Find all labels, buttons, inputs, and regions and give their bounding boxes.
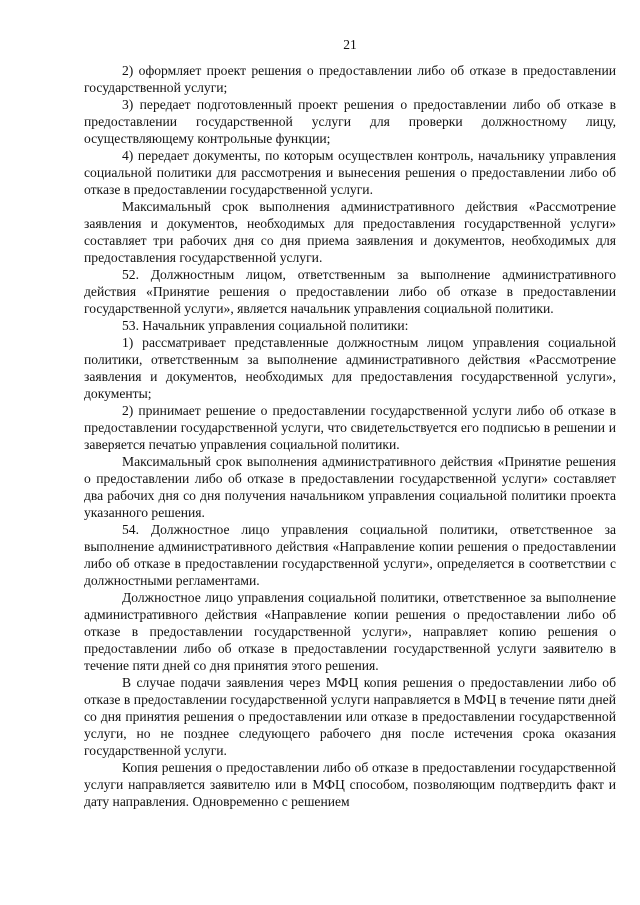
- paragraph: 53. Начальник управления социальной политики:: [122, 318, 409, 333]
- paragraph: 54. Должностное лицо управления социальной политики, ответственное за выполнение административного действия «Направление копии решения о предоставлении либо об отказе в предоставлении государственной услуги», определяется в соответствии с должностными регламентами.: [84, 522, 616, 588]
- paragraph: 3) передает подготовленный проект решения о предоставлении либо об отказе в предоставлении государственной услуги для проверки должностному лицу, осуществляющему контрольные функции;: [84, 97, 616, 146]
- paragraph: Должностное лицо управления социальной политики, ответственное за выполнение административного действия «Направление копии решения о предоставлении либо об отказе в предоставлении государственной услуги», направляет копию решения о предоставлении либо об отказе в предоставлении государственной услуги заявителю в течение пяти дней со дня принятия этого решения.: [84, 590, 616, 673]
- paragraph: 2) оформляет проект решения о предоставлении либо об отказе в предоставлении государственной услуги;: [84, 63, 616, 95]
- page-number: 21: [343, 37, 357, 52]
- paragraph: В случае подачи заявления через МФЦ копия решения о предоставлении либо об отказе в предоставлении государственной услуги направляется в МФЦ в течение пяти дней со дня принятия решения о предоставлении или отказе в предоставлении государственной услуги, но не позднее следующего рабочего дня после истечения срока оказания государственной услуги.: [84, 675, 616, 758]
- paragraph: 1) рассматривает представленные должностным лицом управления социальной политики, ответственным за выполнение административного действия «Рассмотрение заявления и документов, необходимых для предоставления государственной услуги», документы;: [84, 335, 616, 401]
- paragraph: Максимальный срок выполнения административного действия «Принятие решения о предоставлении либо об отказе в предоставлении государственной услуги» составляет два рабочих дня со дня получения начальником управления социальной политики проекта указанного решения.: [84, 454, 616, 520]
- paragraph: 4) передает документы, по которым осуществлен контроль, начальнику управления социальной политики для рассмотрения и вынесения решения о предоставлении либо об отказе в предоставлении государственной услуги.: [84, 148, 616, 197]
- paragraph: Максимальный срок выполнения административного действия «Рассмотрение заявления и документов, необходимых для предоставления государственной услуги» составляет три рабочих дня со дня приема заявления и документов, необходимых для предоставления государственной услуги.: [84, 199, 616, 265]
- paragraph: 2) принимает решение о предоставлении государственной услуги либо об отказе в предоставлении государственной услуги, что свидетельствуется его подписью в решении и заверяется печатью управления социальной политики.: [84, 403, 616, 452]
- paragraph: 52. Должностным лицом, ответственным за выполнение административного действия «Принятие решения о предоставлении либо об отказе в предоставлении государственной услуги», является начальник управления социальной политики.: [84, 267, 616, 316]
- document-body: [84, 62, 616, 810]
- paragraph: Копия решения о предоставлении либо об отказе в предоставлении государственной услуги направляется заявителю или в МФЦ способом, позволяющим подтвердить факт и дату направления. Одновременно с решением: [84, 760, 616, 809]
